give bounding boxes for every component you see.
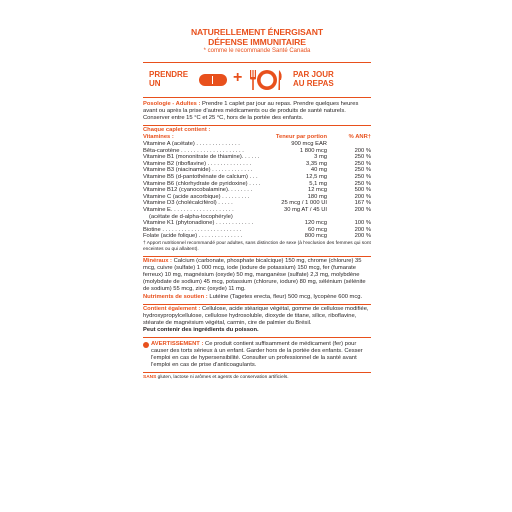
table-row: Vitamine B2 (riboflavine) . . . . . . . . . . . . . . 3,35 mg 250 % (143, 160, 371, 167)
separator (143, 256, 371, 257)
warning-bullet-icon (143, 342, 149, 348)
table-row: Vitamine A (acétate) . . . . . . . . . . . . . . 900 mcg EAR (143, 141, 327, 147)
table-row: Biotine . . . . . . . . . . . . . . . . . . . . . . . . . 60 mcg 200 % (143, 226, 371, 233)
free-of-note (143, 375, 371, 381)
table-row: Folate (acide folique) . . . . . . . . . . . . . . 800 mcg 200 % (143, 233, 371, 240)
label-panel (143, 28, 371, 381)
table-caption: Chaque caplet contient : (143, 127, 211, 133)
headline-note: * comme le recommande Santé Canada (203, 48, 311, 54)
table-header (143, 134, 371, 141)
table-row: Vitamine B3 (niacinamide) . . . . . . . . . . . . . 40 mg 250 % (143, 167, 371, 174)
headline-line-1: NATURELLEMENT ÉNERGISANT (190, 27, 324, 37)
vitamin-table (143, 141, 371, 240)
header-amount: Teneur par portion (275, 134, 327, 140)
minerals-section (143, 258, 371, 293)
table-row: Bêta-carotène . . . . . . . . . . . . . . . . . . . . 1 800 mcg 200 % (143, 147, 371, 154)
minerals-label: Minéraux : (143, 257, 172, 264)
headline (143, 28, 371, 47)
table-row: Vitamine B1 (mononitrate de thiamine). . . . . . 3 mg 250 % (143, 154, 371, 161)
warning-text: Ce produit contient suffisamment de médicament (fer) pour causer des torts sérieux à un enfant. Garder hors de la portée des enfants. Cesser l'emploi en cas de hypersensibilité. Consulter un professionnel de la santé avant l'emploi en cas de prise d'anticoagulants. (151, 340, 363, 368)
table-row: Vitamine B12 (cyanocobalamine). . . . . . . . 12 mcg 500 % (143, 187, 371, 194)
per-day-text (293, 70, 334, 88)
per-line-1: PAR JOUR (293, 70, 334, 79)
take-line-2: UN (149, 79, 161, 88)
plus-sign: + (233, 69, 243, 86)
per-line-2: AU REPAS (293, 79, 334, 88)
warning-body (151, 341, 371, 369)
support-label: Nutriments de soutien : (143, 293, 208, 300)
header-vitamins: Vitamines : (143, 134, 174, 140)
dosage-text: Prendre 1 caplet par jour au repas. Prendre quelques heures avant ou après la prise d'autres médicaments ou de produits de santé naturels. Conserver entre 15 °C et 25 °C, hors de la portée des enfants. (143, 101, 359, 121)
also-contains-text: Cellulose, acide stéarique végétal, gomme de cellulose modifiée, hydroxypropylcellulose, cellulose hydrosoluble, dioxyde de titane, silice, riboflavine, stéarate de magnésium végétal, carmin, cire de palmier du Brésil. (143, 305, 369, 326)
support-text: Lutéine (Tagetes erecta, fleur) 500 mcg, lycopène 600 mcg. (207, 293, 363, 300)
utensils-plate-icon (247, 67, 285, 93)
separator (143, 337, 371, 338)
table-row: Vitamine B6 (chlorhydrate de pyridoxine) . . . . 5,1 mg 250 % (143, 180, 371, 187)
rda-footnote: † Apport nutritionnel recommandé pour adultes, sans distinction de sexe (à l'exclusion des femmes qui sont enceintes ou qui allaitent). (143, 240, 371, 252)
take-one-text (149, 70, 188, 88)
header-rda: % ANR† (348, 134, 371, 140)
headline-line-2: DÉFENSE IMMUNITAIRE (208, 36, 306, 47)
also-contains-label: Contient également : (143, 305, 201, 312)
dosage-label: Posologie - Adultes : (143, 101, 201, 107)
support-section (143, 294, 371, 301)
table-row: (acétate de d-alpha-tocophéryle) (149, 213, 233, 220)
minerals-text: Calcium (carbonate, phosphate bicalcique) 150 mg, chrome (chlorure) 35 mcg, cuivre (sulfate) 1 000 mcg, iode (iodure de potassium) 150 mcg, fer (fumarate ferreux) 10 mg, magnésium (oxyde) 50 mg, manganèse (sulfate) 2,3 mg, molybdène (molybdate de sodium) 45 mcg, potassium (chlorure, iodure) 80 mg, sélénium (sélénite de sodium) 55 mcg, zinc (oxyde) 11 mg. (143, 257, 366, 292)
table-row: Vitamine C (acide ascorbique) . . . . . . . . . 180 mg 200 % (143, 193, 371, 200)
separator (143, 304, 371, 305)
table-row: Vitamine B5 (d-pantothénate de calcium) . . . 12,5 mg 250 % (143, 173, 371, 180)
fish-allergen-note: Peut contenir des ingrédients du poisson. (143, 326, 259, 333)
table-row: Vitamine D3 (cholécalciférol) . . . . . 25 mcg / 1 000 UI 167 % (143, 200, 371, 207)
dosage-banner (143, 62, 371, 98)
take-line-1: PRENDRE (149, 70, 189, 79)
separator (143, 125, 371, 126)
free-of-label: SANS (143, 374, 157, 380)
warning-section (143, 341, 371, 369)
caplet-icon (199, 74, 227, 86)
separator (143, 372, 371, 373)
table-row: Vitamine E. . . . . . . . . . . . . . . . . . . . 30 mg AT / 45 UI 200 % (143, 206, 371, 213)
also-contains-section (143, 306, 371, 334)
table-row: Vitamine K1 (phytonadione) . . . . . . . . . . . . 120 mcg 100 % (143, 220, 371, 227)
dosage-section (143, 101, 371, 122)
free-of-text: gluten, lactose ni arômes et agents de conservation artificiels. (156, 374, 289, 380)
warning-label: AVERTISSEMENT : (151, 340, 204, 347)
